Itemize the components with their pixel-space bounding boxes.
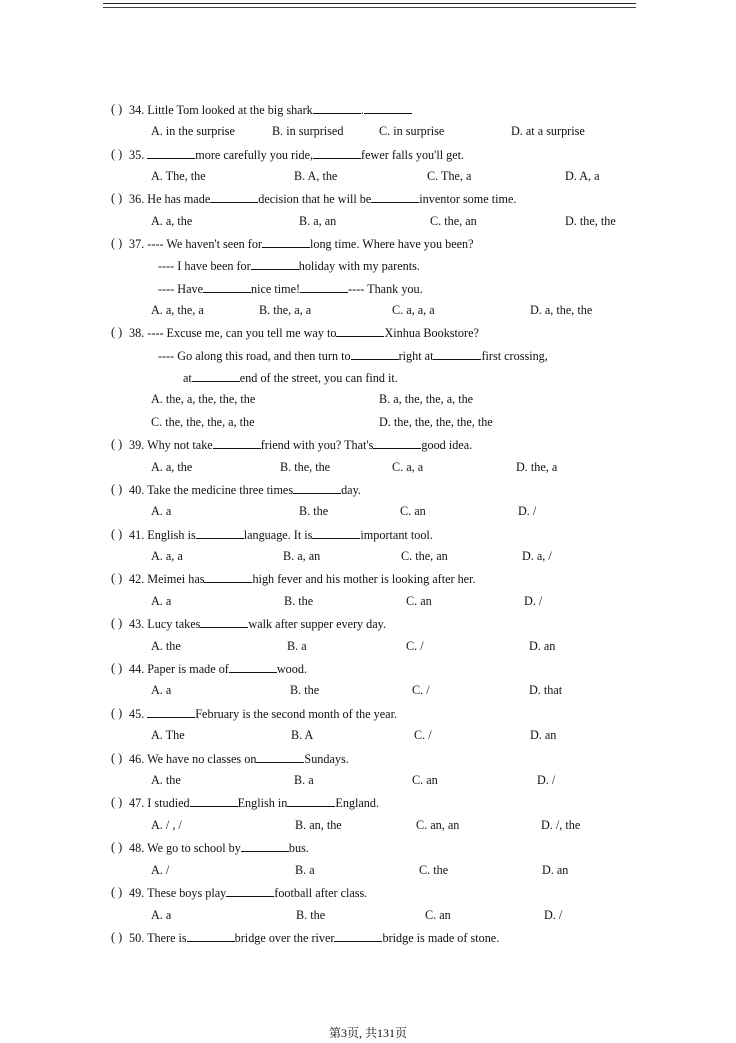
question-37 [0,235,736,251]
option-a[interactable]: A. the, a, the, the, the [151,392,256,406]
option-a[interactable]: A. a [151,683,172,697]
question-number: 46. [129,752,148,766]
question-text: more carefully you ride, [195,148,314,162]
question-text: important tool. [360,528,433,542]
answer-paren[interactable]: ( ) [111,437,123,451]
answer-blank[interactable] [351,347,399,360]
question-number: 47. [129,796,148,810]
question-37-line2 [0,257,736,273]
question-continuation [158,257,420,274]
option-b[interactable]: B. the [284,594,314,608]
question-text: day. [341,483,361,497]
option-d[interactable]: D. A, a [565,169,600,183]
option-d[interactable]: D. an [529,639,556,653]
answer-blank[interactable] [313,146,361,159]
answer-paren[interactable]: ( ) [111,795,123,809]
question-40 [0,481,736,497]
question-text: high fever and his mother is looking after her. [252,572,476,586]
option-b[interactable]: B. the, a, a [259,303,312,317]
answer-blank[interactable] [187,929,235,942]
answer-blank[interactable] [256,750,304,763]
question-text: I studied [147,796,190,810]
option-d[interactable]: D. that [529,683,563,697]
options-row [0,727,736,743]
option-b[interactable]: B. A, the [294,169,338,183]
answer-paren[interactable]: ( ) [111,236,123,250]
question-50 [0,929,736,945]
option-a[interactable]: A. in the surprise [151,124,235,138]
answer-blank[interactable] [226,884,274,897]
question-38 [0,324,736,340]
answer-blank[interactable] [336,324,384,337]
option-c[interactable]: C. the, an [401,549,448,563]
options-row [0,391,736,407]
option-a[interactable]: A. the [151,773,181,787]
question-41 [0,526,736,542]
continuation-text: nice time! [251,282,301,296]
option-c[interactable]: C. the [419,863,449,877]
answer-blank[interactable] [334,929,382,942]
question-text: Little Tom looked at the big shark [147,103,313,117]
question-text [129,750,349,767]
question-text: ---- We haven't seen for [147,237,262,251]
options-row [0,548,736,564]
question-34 [0,101,736,117]
option-b[interactable]: B. an, the [295,818,342,832]
answer-blank[interactable] [190,794,238,807]
question-text: We have no classes on [147,752,257,766]
option-c[interactable]: C. a, a [392,460,424,474]
question-37-line3 [0,280,736,296]
question-text: bus. [288,841,309,855]
answer-blank[interactable] [287,794,335,807]
question-text: He has made [147,192,211,206]
answer-blank[interactable] [293,481,341,494]
options-row [0,123,736,139]
options-row [0,817,736,833]
option-c[interactable]: C. the, an [430,214,477,228]
continuation-text: ---- Have [158,282,203,296]
answer-paren[interactable]: ( ) [111,751,123,765]
question-text: February is the second month of the year. [195,707,397,721]
options-row [0,459,736,475]
option-b[interactable]: B. the [299,504,329,518]
question-text [129,190,516,207]
question-number: 49. [129,886,148,900]
question-47 [0,794,736,810]
answer-blank[interactable] [371,190,419,203]
question-text [129,101,412,118]
option-a[interactable]: A. a [151,594,172,608]
answer-blank[interactable] [433,347,481,360]
answer-blank[interactable] [203,280,251,293]
option-d[interactable]: D. the, a [516,460,558,474]
answer-paren[interactable]: ( ) [111,661,123,675]
question-continuation [183,369,398,386]
option-c[interactable]: C. the, the, the, a, the [151,415,255,429]
answer-blank[interactable] [200,615,248,628]
question-text: English in [237,796,288,810]
question-text: bridge over the river [234,931,335,945]
question-text: These boys play [147,886,227,900]
answer-blank[interactable] [251,257,299,270]
question-text: football after class. [274,886,368,900]
options-row [0,414,736,430]
option-d[interactable]: D. / [537,773,556,787]
option-a[interactable]: A. a, a [151,549,183,563]
answer-blank[interactable] [364,101,412,114]
options-row [0,168,736,184]
question-text: Why not take [147,438,213,452]
option-a[interactable]: A. The [151,728,185,742]
continuation-text: ---- I have been for [158,259,251,273]
question-text [129,235,474,252]
page-footer: 第3页, 共131页 [328,1026,407,1040]
answer-paren[interactable]: ( ) [111,147,123,161]
question-text: . [360,103,364,117]
question-text [129,929,499,946]
question-38-line2 [0,347,736,363]
answer-paren[interactable]: ( ) [111,706,123,720]
answer-paren[interactable]: ( ) [111,616,123,630]
option-b[interactable]: B. a, the, the, a, the [379,392,474,406]
continuation-text: ---- Thank you. [348,282,423,296]
question-text: walk after supper every day. [248,617,387,631]
option-d[interactable]: D. a, the, the [530,303,593,317]
question-text: long time. Where have you been? [309,237,474,251]
question-number: 45. [129,707,148,721]
question-text [129,481,361,498]
answer-paren[interactable]: ( ) [111,325,123,339]
continuation-text: ---- Go along this road, and then turn to [158,349,351,363]
option-a[interactable]: A. / , / [151,818,182,832]
question-number: 48. [129,841,148,855]
option-a[interactable]: A. the [151,639,181,653]
option-c[interactable]: C. in surprise [379,124,445,138]
options-row [0,302,736,318]
question-text [129,884,367,901]
answer-paren[interactable]: ( ) [111,527,123,541]
question-36 [0,190,736,206]
question-text: Paper is made of [147,662,229,676]
option-a[interactable]: A. a [151,504,172,518]
options-row [0,638,736,654]
continuation-text: at [183,371,192,385]
option-a[interactable]: A. a, the, a [151,303,204,317]
option-c[interactable]: C. / [406,639,424,653]
question-text [129,839,309,856]
question-number: 34. [129,103,148,117]
option-c[interactable]: C. The, a [427,169,472,183]
question-text: wood. [276,662,307,676]
question-text: Meimei has [147,572,205,586]
question-text: good idea. [421,438,473,452]
question-text: ---- Excuse me, can you tell me way to [147,326,337,340]
option-c[interactable]: C. / [414,728,432,742]
question-text: decision that he will be [258,192,372,206]
option-c[interactable]: C. an [425,908,451,922]
option-d[interactable]: D. a, / [522,549,552,563]
options-row [0,503,736,519]
option-d[interactable]: D. the, the [565,214,616,228]
option-a[interactable]: A. The, the [151,169,206,183]
continuation-text: holiday with my parents. [298,259,420,273]
question-44 [0,660,736,676]
options-row [0,772,736,788]
header-rule-thin [103,7,636,8]
question-number: 41. [129,528,148,542]
header-rule-thick [103,3,636,4]
question-text: Take the medicine three times [147,483,294,497]
answer-paren[interactable]: ( ) [111,482,123,496]
question-text: Lucy takes [147,617,201,631]
question-text: English is [147,528,196,542]
options-row [0,682,736,698]
option-d[interactable]: D. an [530,728,557,742]
question-text [129,615,386,632]
continuation-text: end of the street, you can find it. [239,371,398,385]
answer-blank[interactable] [147,146,195,159]
option-c[interactable]: C. / [412,683,430,697]
answer-blank[interactable] [313,101,361,114]
question-text [129,146,464,163]
question-number: 39. [129,438,148,452]
question-text [129,705,397,722]
question-number: 36. [129,192,148,206]
question-number: 38. [129,326,148,340]
question-45 [0,705,736,721]
answer-blank[interactable] [213,436,261,449]
question-number: 35. [129,148,148,162]
option-c[interactable]: C. an [400,504,426,518]
question-text: friend with you? That's [260,438,374,452]
question-text: Sundays. [304,752,349,766]
option-b[interactable]: B. the [290,683,320,697]
question-continuation [158,347,548,364]
options-row [0,593,736,609]
option-d[interactable]: D. /, the [541,818,581,832]
question-text: language. It is [243,528,313,542]
question-text [129,324,479,341]
option-d[interactable]: D. at a surprise [511,124,585,138]
option-b[interactable]: B. A [291,728,314,742]
question-text: England. [335,796,380,810]
options-row [0,862,736,878]
question-text [129,526,433,543]
option-c[interactable]: C. an, an [416,818,460,832]
answer-paren[interactable]: ( ) [111,930,123,944]
question-text [129,794,379,811]
answer-paren[interactable]: ( ) [111,102,123,116]
option-d[interactable]: D. / [544,908,563,922]
question-text: Xinhua Bookstore? [384,326,479,340]
answer-blank[interactable] [373,436,421,449]
question-text: bridge is made of stone. [382,931,500,945]
question-42 [0,570,736,586]
question-35 [0,146,736,162]
option-d[interactable]: D. the, the, the, the, the [379,415,493,429]
option-b[interactable]: B. the, the [280,460,331,474]
answer-blank[interactable] [312,526,360,539]
answer-paren[interactable]: ( ) [111,571,123,585]
option-b[interactable]: B. in surprised [272,124,344,138]
answer-blank[interactable] [210,190,258,203]
question-number: 50. [129,931,148,945]
option-a[interactable]: A. a [151,908,172,922]
question-48 [0,839,736,855]
question-39 [0,436,736,452]
option-c[interactable]: C. an [412,773,438,787]
answer-blank[interactable] [262,235,310,248]
option-b[interactable]: B. the [296,908,326,922]
question-text: We go to school by [147,841,241,855]
question-number: 43. [129,617,148,631]
option-c[interactable]: C. an [406,594,432,608]
option-d[interactable]: D. / [524,594,543,608]
question-number: 37. [129,237,148,251]
question-text: fewer falls you'll get. [361,148,465,162]
question-text: inventor some time. [419,192,517,206]
question-49 [0,884,736,900]
answer-blank[interactable] [196,526,244,539]
answer-paren[interactable]: ( ) [111,885,123,899]
question-continuation [158,280,423,297]
continuation-text: right at [398,349,434,363]
question-text [129,436,472,453]
answer-blank[interactable] [147,705,195,718]
answer-blank[interactable] [241,839,289,852]
option-b[interactable]: B. a, an [299,214,337,228]
option-b[interactable]: B. a [287,639,307,653]
option-a[interactable]: A. a, the [151,460,193,474]
continuation-text: first crossing, [481,349,548,363]
option-c[interactable]: C. a, a, a [392,303,435,317]
options-row [0,907,736,923]
answer-blank[interactable] [204,570,252,583]
question-text: There is [147,931,187,945]
option-b[interactable]: B. a [295,863,315,877]
options-row [0,213,736,229]
option-d[interactable]: D. an [542,863,569,877]
answer-blank[interactable] [192,369,240,382]
answer-paren[interactable]: ( ) [111,840,123,854]
question-number: 40. [129,483,148,497]
question-text [129,570,476,587]
question-43 [0,615,736,631]
answer-blank[interactable] [229,660,277,673]
question-46 [0,750,736,766]
option-b[interactable]: B. a [294,773,314,787]
question-number: 44. [129,662,148,676]
option-b[interactable]: B. a, an [283,549,321,563]
option-a[interactable]: A. / [151,863,170,877]
option-d[interactable]: D. / [518,504,537,518]
answer-paren[interactable]: ( ) [111,191,123,205]
option-a[interactable]: A. a, the [151,214,193,228]
question-number: 42. [129,572,148,586]
question-38-line3 [0,369,736,385]
question-text [129,660,307,677]
answer-blank[interactable] [300,280,348,293]
